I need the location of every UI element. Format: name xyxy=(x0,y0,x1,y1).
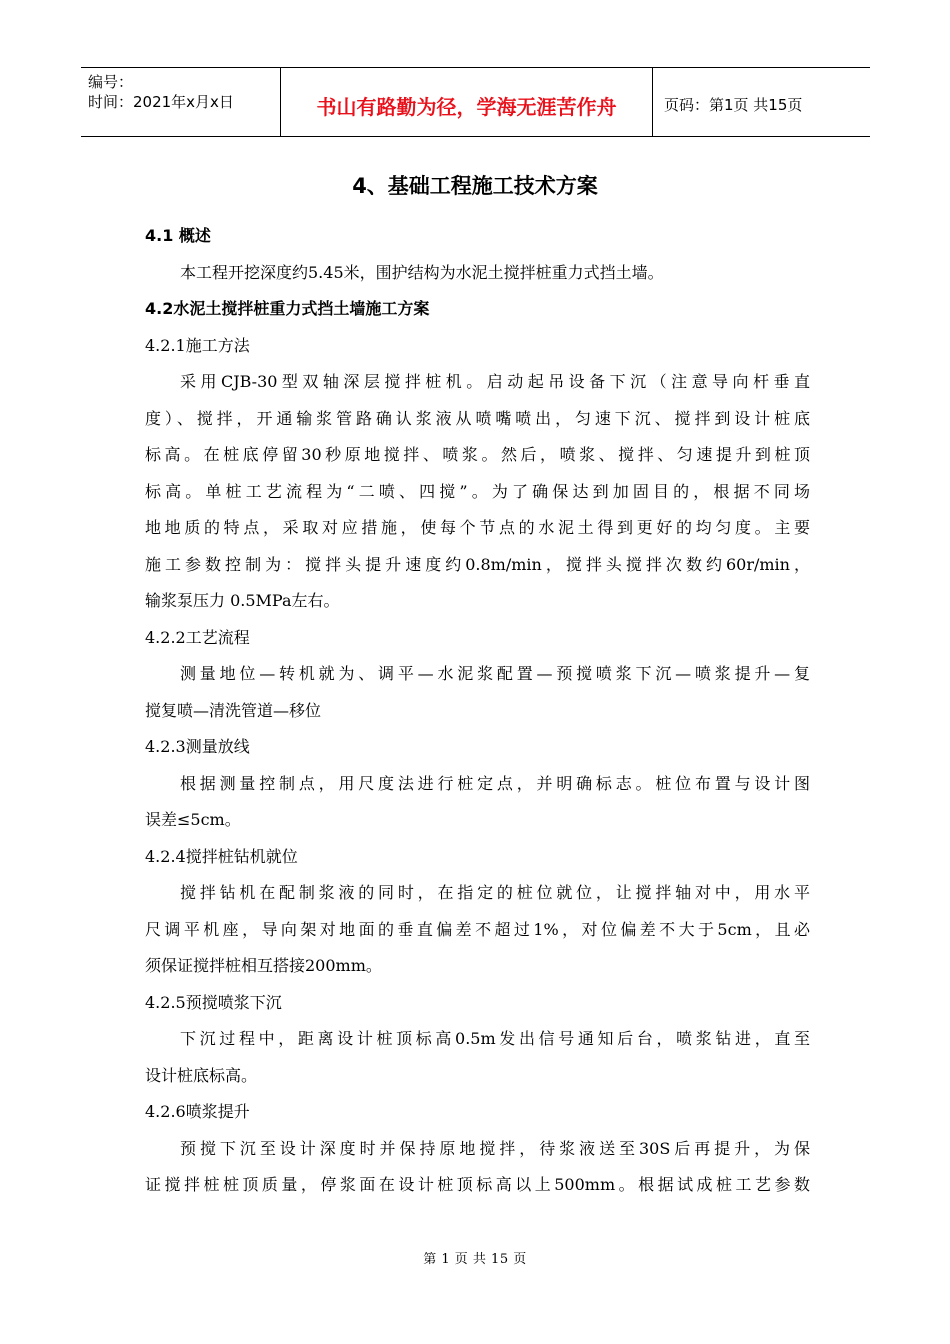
header-motto-cell xyxy=(281,68,653,136)
header-page-info: 页码：第1页 共15页 xyxy=(664,95,803,114)
body-text-line: 标高。在桩底停留30秒原地搅拌、喷浆。然后，喷浆、搅拌、匀速提升到桩顶 xyxy=(145,445,810,464)
body-text-line: 4.2.3测量放线 xyxy=(145,737,250,756)
header-page-cell xyxy=(653,68,870,136)
document-date-label: 时间：2021年x月x日 xyxy=(88,93,234,111)
document-title: 4、基础工程施工技术方案 xyxy=(352,174,598,198)
body-text-line: 4.2.2工艺流程 xyxy=(145,627,250,647)
section-heading: 4.1 概述 xyxy=(145,226,211,245)
document-body xyxy=(145,218,810,1204)
page-footer: 第 1 页 共 15 页 xyxy=(423,1252,527,1267)
body-text-line: 下沉过程中，距离设计桩顶标高0.5m发出信号通知后台，喷浆钻进，直至 xyxy=(180,1029,810,1048)
body-text-line: 标高。单桩工艺流程为“二喷、四搅”。为了确保达到加固目的，根据不同场 xyxy=(145,481,810,501)
body-text-line: 4.2.5预搅喷浆下沉 xyxy=(145,992,282,1012)
body-text-line: 误差≤5cm。 xyxy=(145,810,241,829)
body-text-line: 搅复喷—清洗管道—移位 xyxy=(145,700,322,720)
body-text-line: 本工程开挖深度约5.45米，围护结构为水泥土搅拌桩重力式挡土墙。 xyxy=(180,262,664,282)
header-meta-cell xyxy=(81,68,281,136)
body-text-line: 尺调平机座，导向架对地面的垂直偏差不超过1%，对位偏差不大于5cm，且必 xyxy=(145,919,810,939)
body-text-line: 4.2.4搅拌桩钻机就位 xyxy=(145,846,298,866)
body-text-line: 采用CJB-30型双轴深层搅拌桩机。启动起吊设备下沉（注意导向杆垂直 xyxy=(180,372,810,391)
header-table xyxy=(81,67,870,137)
body-text-line: 地地质的特点，采取对应措施，使每个节点的水泥土得到更好的均匀度。主要 xyxy=(145,518,810,537)
body-text-line: 搅拌钻机在配制浆液的同时，在指定的桩位就位，让搅拌轴对中，用水平 xyxy=(180,883,810,902)
body-text-line: 预搅下沉至设计深度时并保持原地搅拌，待浆液送至30S后再提升，为保 xyxy=(180,1138,810,1158)
body-text-line: 须保证搅拌桩相互搭接200mm。 xyxy=(145,956,382,975)
body-text-line: 根据测量控制点，用尺度法进行桩定点，并明确标志。桩位布置与设计图 xyxy=(180,773,810,793)
body-text-line: 设计桩底标高。 xyxy=(145,1065,258,1085)
body-text-line: 4.2.6喷浆提升 xyxy=(145,1102,250,1121)
document-number-label: 编号： xyxy=(88,73,134,91)
section-heading: 4.2水泥土搅拌桩重力式挡土墙施工方案 xyxy=(145,299,430,318)
body-text-line: 证搅拌桩桩顶质量，停浆面在设计桩顶标高以上500mm。根据试成桩工艺参数 xyxy=(145,1175,810,1194)
body-text-line: 度）、搅拌，开通输浆管路确认浆液从喷嘴喷出，匀速下沉、搅拌到设计桩底 xyxy=(145,408,810,428)
body-text-line: 测量地位—转机就为、调平—水泥浆配置—预搅喷浆下沉—喷浆提升—复 xyxy=(180,664,810,683)
body-text-line: 施工参数控制为：搅拌头提升速度约0.8m/min，搅拌头搅拌次数约60r/min， xyxy=(145,554,810,574)
body-text-line: 输浆泵压力 0.5MPa左右。 xyxy=(145,591,340,610)
header-motto: 书山有路勤为径，学海无涯苦作舟 xyxy=(316,94,617,119)
body-text-line: 4.2.1施工方法 xyxy=(145,335,250,355)
